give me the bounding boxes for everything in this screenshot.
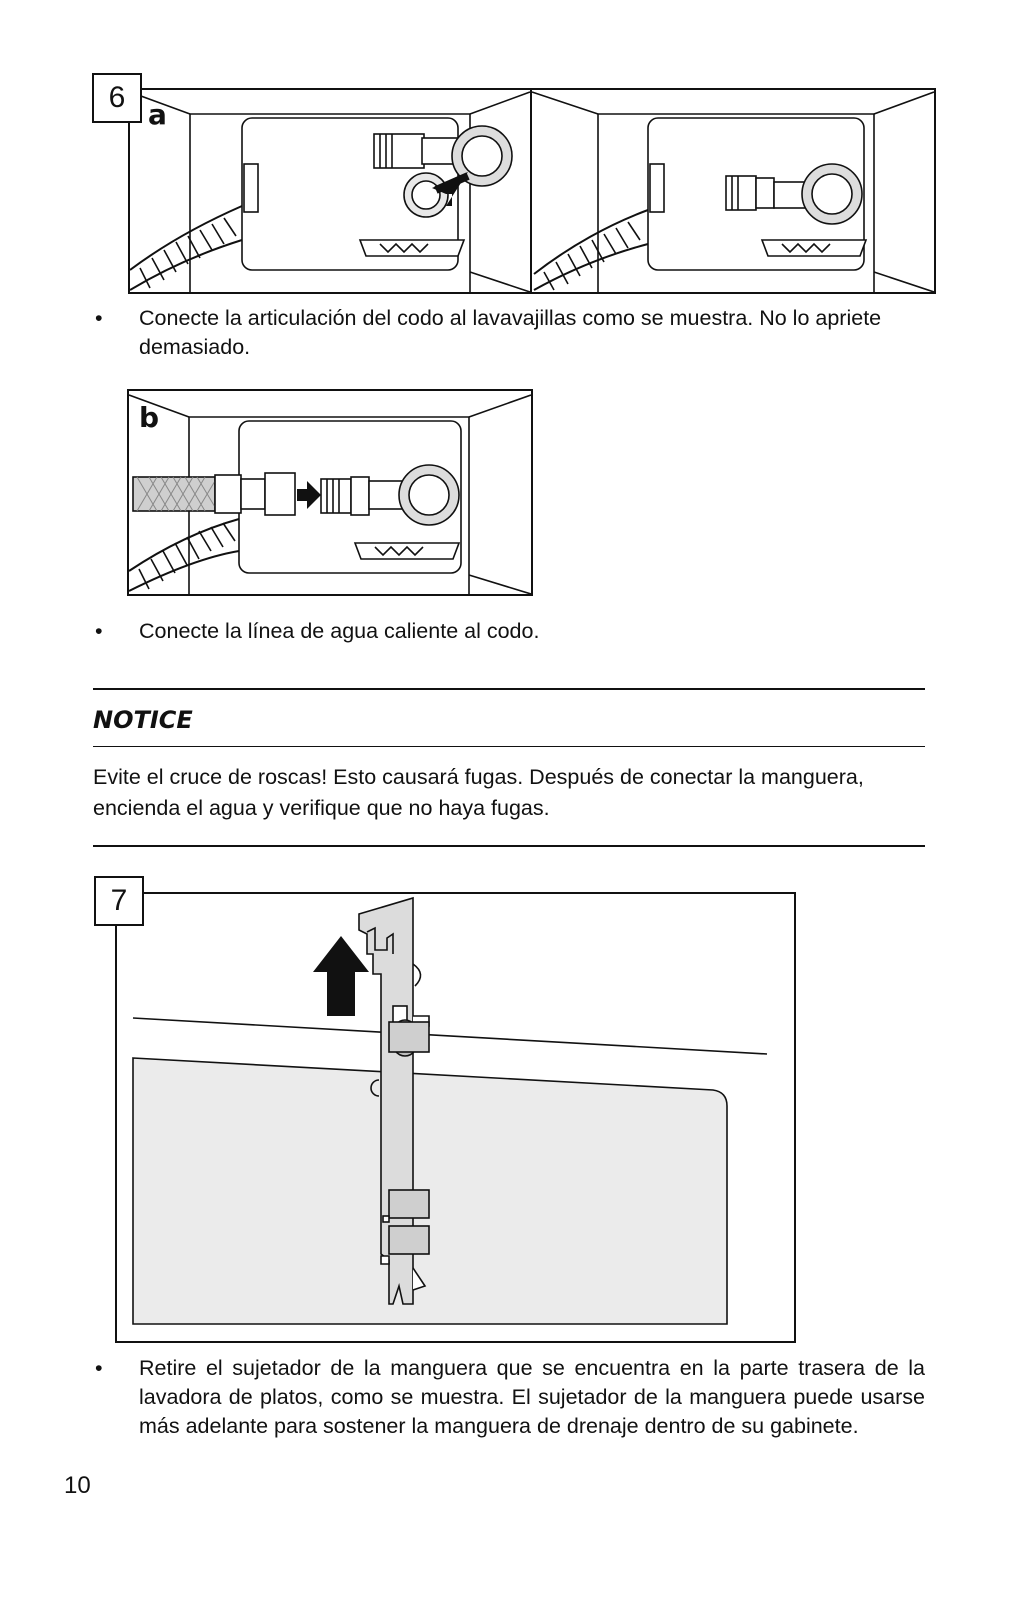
step-6-number: 6 — [92, 73, 142, 123]
notice-body: Evite el cruce de roscas! Esto causará fugas. Después de conectar la manguera, encienda el agua y verifique que no haya fugas. — [93, 765, 864, 820]
instruction-text: Conecte la línea de agua caliente al codo. — [139, 619, 540, 643]
notice-title-rule — [93, 746, 925, 747]
figure-6a-drawing — [130, 90, 934, 292]
figure-6b-drawing — [129, 391, 531, 594]
notice-top-rule — [93, 688, 925, 690]
figure-6a — [128, 88, 936, 294]
figure-a-label: a — [148, 98, 167, 131]
figure-7-drawing — [117, 894, 794, 1341]
bullet-symbol: • — [95, 1356, 103, 1380]
bullet-symbol: • — [95, 619, 103, 643]
figure-6b — [127, 389, 533, 596]
notice-title: NOTICE — [93, 706, 193, 734]
step-7-number: 7 — [94, 876, 144, 926]
bullet-symbol: • — [95, 306, 103, 330]
instruction-text: Conecte la articulación del codo al lavavajillas como se muestra. No lo apriete demasiado. — [139, 306, 882, 359]
page-number: 10 — [64, 1472, 91, 1499]
figure-b-label: b — [139, 401, 160, 434]
notice-bottom-rule — [93, 845, 925, 847]
figure-7 — [115, 892, 796, 1343]
instruction-text: Retire el sujetador de la manguera que se encuentra en la parte trasera de la lavadora de platos, como se muestra. El sujetador de la manguera puede usarse más adelante para sostener la manguera de drenaje dentro de su gabinete. — [139, 1356, 925, 1438]
